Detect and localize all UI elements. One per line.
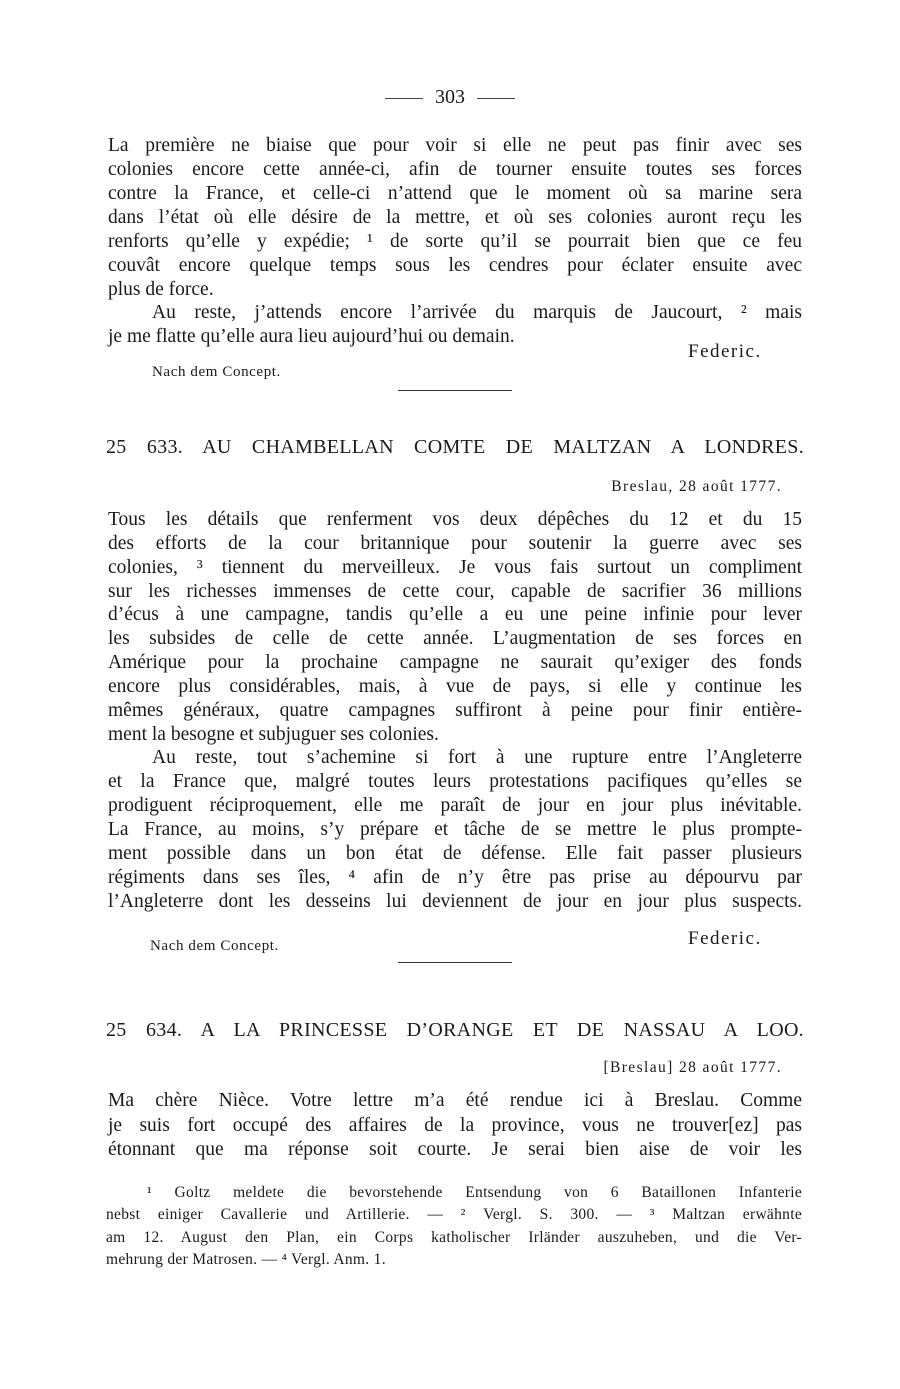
section-divider	[398, 962, 512, 963]
letter-heading: 25 634. A LA PRINCESSE D’ORANGE ET DE NASSAU A LOO.	[106, 1019, 804, 1041]
source-note: Nach dem Concept.	[150, 938, 279, 954]
page-number	[0, 86, 900, 109]
page-number-text: 303	[435, 86, 465, 108]
text-line: encore plus considérables, mais, à vue de pays, si elle y continue les	[108, 676, 802, 697]
text-line: étonnant que ma réponse soit courte. Je serai bien aise de voir les	[108, 1139, 802, 1160]
text-line: Au reste, tout s’achemine si fort à une rupture entre l’Angleterre	[152, 747, 802, 768]
dateline: [Breslau] 28 août 1777.	[603, 1059, 782, 1076]
footnote-line: am 12. August den Plan, ein Corps katholischer Irländer auszuheben, und die Ver-	[106, 1229, 802, 1246]
page-number-rule-right	[477, 98, 515, 99]
page-number-rule-left	[385, 98, 423, 99]
text-line: La France, au moins, s’y prépare et tâche de se mettre le plus prompte-	[108, 819, 802, 840]
text-line-content: Tous les détails que renferment vos deux dépêches du 12 et du 15	[108, 509, 802, 530]
text-line: et la France que, malgré toutes leurs protestations pacifiques qu’elles se	[108, 771, 802, 792]
text-line: colonies, ³ tiennent du merveilleux. Je vous fais surtout un compliment	[108, 557, 802, 578]
text-line	[108, 506, 802, 532]
text-line: les subsides de celle de cette année. L’augmentation de ses forces en	[108, 628, 802, 649]
text-line: Au reste, j’attends encore l’arrivée du marquis de Jaucourt, ² mais	[152, 302, 802, 323]
text-line: d’écus à une campagne, tandis qu’elle a eu une peine infinie pour lever	[108, 604, 802, 625]
text-line: Ma chère Nièce. Votre lettre m’a été rendue ici à Breslau. Comme	[108, 1090, 802, 1111]
text-line: renforts qu’elle y expédie; ¹ de sorte qu’il se pourrait bien que ce feu	[108, 231, 802, 252]
footnote-line: nebst einiger Cavallerie und Artillerie. — ² Vergl. S. 300. — ³ Maltzan erwähnte	[106, 1206, 802, 1223]
text-line: ment la besogne et subjuguer ses colonies.	[108, 724, 439, 745]
text-line: ment possible dans un bon état de défense. Elle fait passer plusieurs	[108, 843, 802, 864]
dateline: Breslau, 28 août 1777.	[611, 478, 782, 495]
text-line: plus de force.	[108, 279, 214, 300]
text-line: je suis fort occupé des affaires de la province, vous ne trouver[ez] pas	[108, 1115, 802, 1136]
text-line: couvât encore quelque temps sous les cendres pour éclater ensuite avec	[108, 255, 802, 276]
footnote-line: ¹ Goltz meldete die bevorstehende Entsendung von 6 Bataillonen Infanterie	[147, 1184, 802, 1201]
signature: Federic.	[688, 928, 762, 949]
text-line: mêmes généraux, quatre campagnes suffiront à peine pour finir entière-	[108, 700, 802, 721]
text-line: l’Angleterre dont les desseins lui deviennent de jour en jour plus suspects.	[108, 891, 802, 912]
text-line: des efforts de la cour britannique pour soutenir la guerre avec ses	[108, 533, 802, 554]
text-line: je me flatte qu’elle aura lieu aujourd’hui ou demain.	[108, 326, 515, 347]
text-line: régiments dans ses îles, ⁴ afin de n’y être pas prise au dépourvu par	[108, 867, 802, 888]
text-line: prodiguent réciproquement, elle me paraît de jour en jour plus inévitable.	[108, 795, 802, 816]
footnote-line: mehrung der Matrosen. — ⁴ Vergl. Anm. 1.	[106, 1251, 386, 1268]
text-line: colonies encore cette année-ci, afin de tourner ensuite toutes ses forces	[108, 159, 802, 180]
source-note: Nach dem Concept.	[152, 364, 281, 380]
section-divider	[398, 390, 512, 391]
text-line: sur les richesses immenses de cette cour, capable de sacrifier 36 millions	[108, 581, 802, 602]
text-line: dans l’état où elle désire de la mettre, et où ses colonies auront reçu les	[108, 207, 802, 228]
text-line: La première ne biaise que pour voir si elle ne peut pas finir avec ses	[108, 135, 802, 156]
signature: Federic.	[688, 341, 762, 362]
text-line: Amérique pour la prochaine campagne ne saurait qu’exiger des fonds	[108, 652, 802, 673]
letter-heading: 25 633. AU CHAMBELLAN COMTE DE MALTZAN A LONDRES.	[106, 436, 804, 458]
text-line: contre la France, et celle-ci n’attend que le moment où sa marine sera	[108, 183, 802, 204]
